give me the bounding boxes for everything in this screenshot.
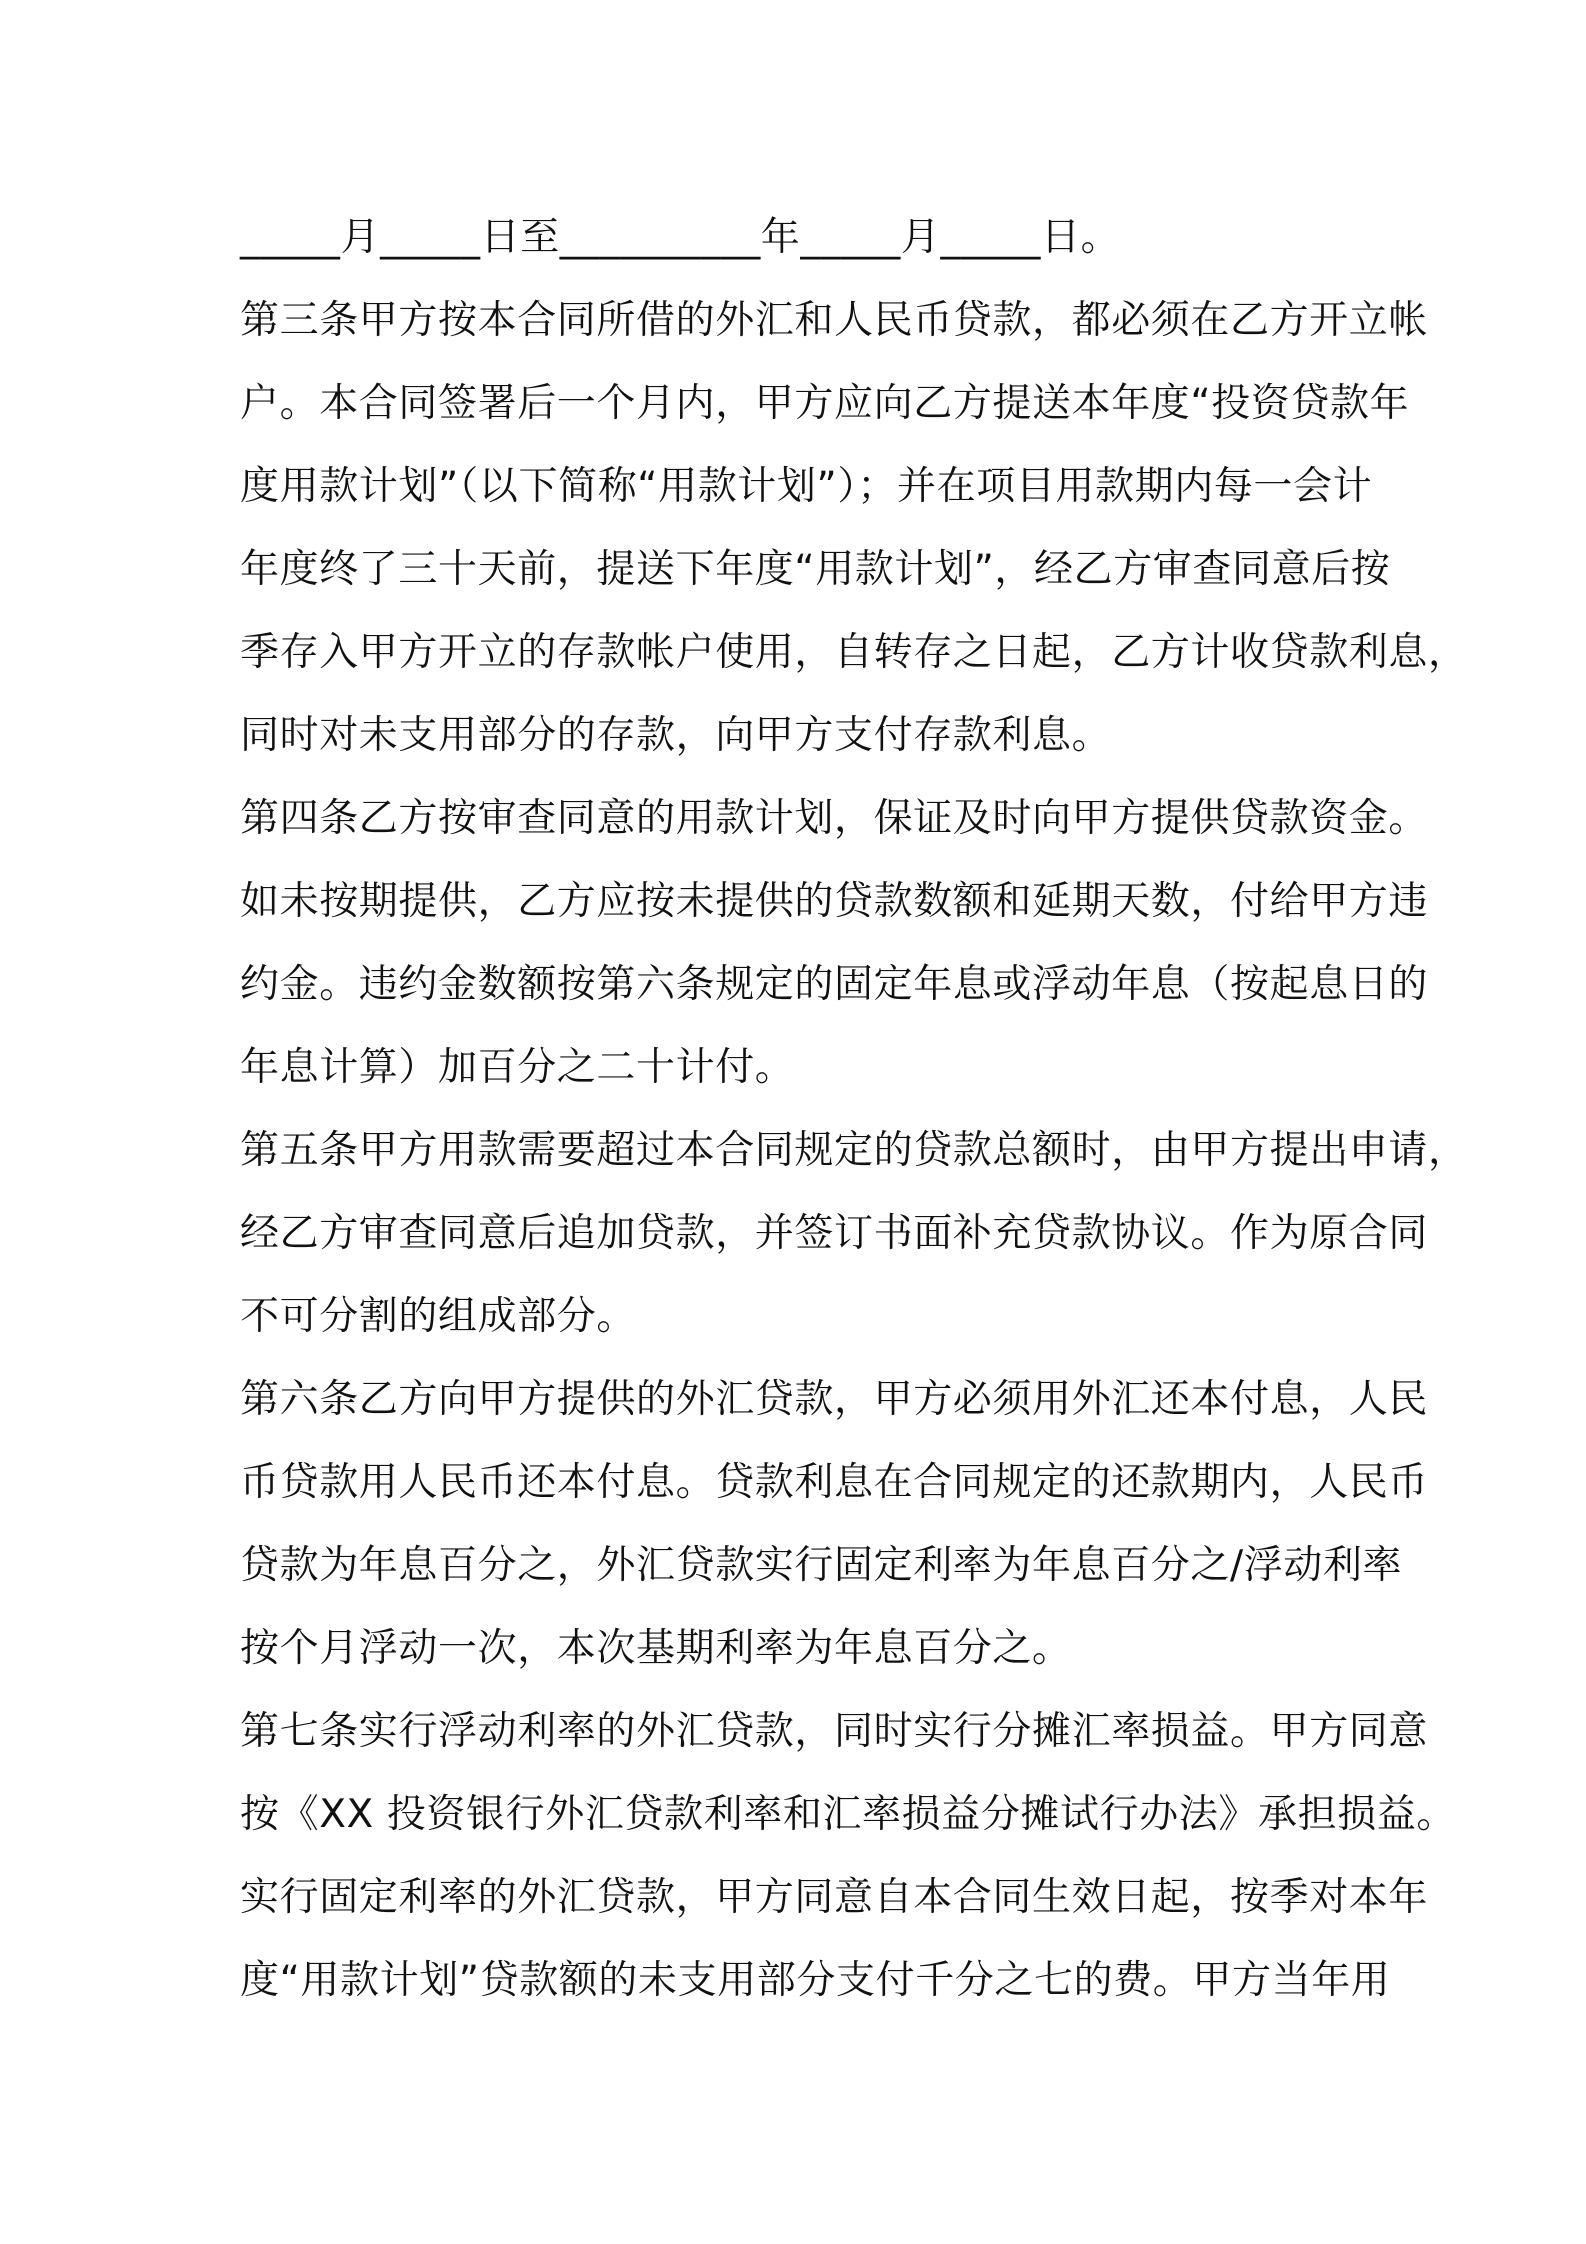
text-line: 年息计算）加百分之二十计付。 xyxy=(240,1045,795,1090)
text-line: 第四条乙方按审查同意的用款计划，保证及时向甲方提供贷款资金。 xyxy=(240,796,1429,841)
text-line: 年度终了三十天前，提送下年度“用款计划”，经乙方审查同意后按 xyxy=(240,547,1391,592)
text-line: 第五条甲方用款需要超过本合同规定的贷款总额时，由甲方提出申请， xyxy=(240,1128,1468,1173)
text-line: 实行固定利率的外汇贷款，甲方同意自本合同生效日起，按季对本年 xyxy=(240,1875,1429,1920)
text-line: 度用款计划”（以下简称“用款计划”）；并在项目用款期内每一会计 xyxy=(240,464,1373,509)
text-line: 不可分割的组成部分。 xyxy=(240,1294,637,1339)
text-line: 第三条甲方按本合同所借的外汇和人民币贷款，都必须在乙方开立帐 xyxy=(240,298,1429,343)
text-line: 季存入甲方开立的存款帐户使用，自转存之日起，乙方计收贷款利息， xyxy=(240,630,1468,675)
text-line: 约金。违约金数额按第六条规定的固定年息或浮动年息（按起息日的 xyxy=(240,962,1429,1007)
text-line: 币贷款用人民币还本付息。贷款利息在合同规定的还款期内，人民币 xyxy=(240,1460,1429,1505)
text-line: 第七条实行浮动利率的外汇贷款，同时实行分摊汇率损益。甲方同意 xyxy=(240,1709,1429,1754)
text-line: 同时对未支用部分的存款，向甲方支付存款利息。 xyxy=(240,713,1112,758)
text-line: 户。本合同签署后一个月内，甲方应向乙方提送本年度“投资贷款年 xyxy=(240,381,1410,426)
text-line: 第六条乙方向甲方提供的外汇贷款，甲方必须用外汇还本付息，人民 xyxy=(240,1377,1429,1422)
text-line: 按个月浮动一次，本次基期利率为年息百分之。 xyxy=(240,1626,1072,1671)
text-line: 贷款为年息百分之，外汇贷款实行固定利率为年息百分之/浮动利率 xyxy=(240,1543,1403,1588)
text-line: 按《XX 投资银行外汇贷款利率和汇率损益分摊试行办法》承担损益。 xyxy=(240,1792,1457,1837)
text-line: 经乙方审查同意后追加贷款，并签订书面补充贷款协议。作为原合同 xyxy=(240,1211,1429,1256)
document-body xyxy=(240,196,1468,2022)
text-line: _____月_____日至__________年_____月_____日。 xyxy=(240,215,1121,260)
text-line: 如未按期提供，乙方应按未提供的贷款数额和延期天数，付给甲方违 xyxy=(240,879,1429,924)
text-line: 度“用款计划”贷款额的未支用部分支付千分之七的费。甲方当年用 xyxy=(240,1958,1391,2003)
